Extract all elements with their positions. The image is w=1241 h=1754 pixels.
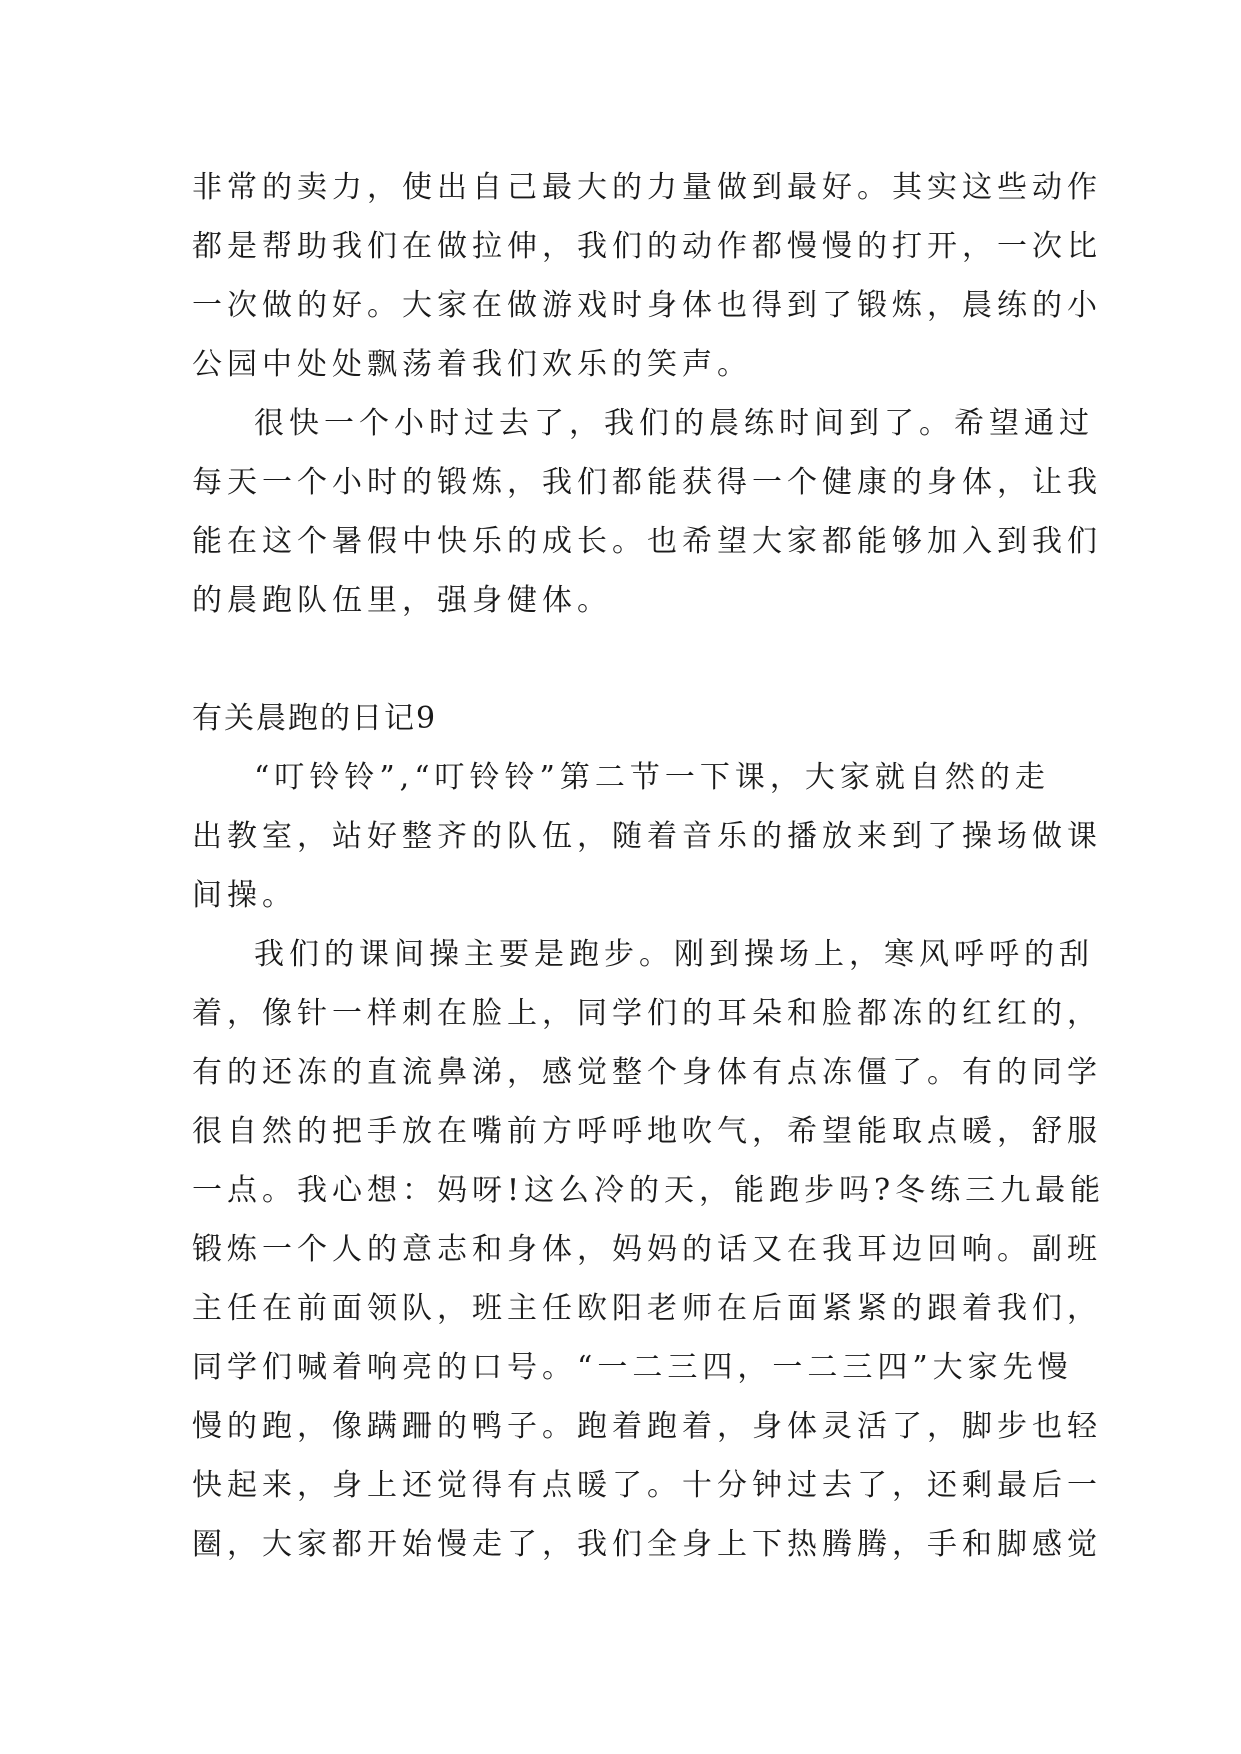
text-line: 一次做的好。大家在做游戏时身体也得到了锻炼，晨练的小 — [192, 288, 1102, 323]
text-line: 一点。我心想：妈呀!这么冷的天，能跑步吗?冬练三九最能 — [192, 1173, 1106, 1208]
text-line: 出教室，站好整齐的队伍，随着音乐的播放来到了操场做课 — [192, 819, 1102, 854]
text-line: 圈，大家都开始慢走了，我们全身上下热腾腾，手和脚感觉 — [192, 1527, 1102, 1562]
text-line: 公园中处处飘荡着我们欢乐的笑声。 — [192, 347, 752, 382]
text-line: 的晨跑队伍里，强身健体。 — [192, 583, 612, 618]
paragraph — [192, 748, 1102, 925]
text-line: 都是帮助我们在做拉伸，我们的动作都慢慢的打开，一次比 — [192, 229, 1102, 264]
document-page — [192, 158, 1106, 1574]
section-title: 有关晨跑的日记9 — [192, 701, 438, 736]
text-line: 非常的卖力，使出自己最大的力量做到最好。其实这些动作 — [192, 170, 1102, 205]
text-line: 慢的跑，像蹒跚的鸭子。跑着跑着，身体灵活了，脚步也轻 — [192, 1409, 1102, 1444]
text-line: 很快一个小时过去了，我们的晨练时间到了。希望通过 — [254, 406, 1094, 441]
text-line: 很自然的把手放在嘴前方呼呼地吹气，希望能取点暖，舒服 — [192, 1114, 1102, 1149]
text-line: 能在这个暑假中快乐的成长。也希望大家都能够加入到我们 — [192, 524, 1102, 559]
text-line: 快起来，身上还觉得有点暖了。十分钟过去了，还剩最后一 — [192, 1468, 1102, 1503]
text-line: 锻炼一个人的意志和身体，妈妈的话又在我耳边回响。副班 — [192, 1232, 1102, 1267]
text-line: 有的还冻的直流鼻涕，感觉整个身体有点冻僵了。有的同学 — [192, 1055, 1102, 1090]
text-line: 着，像针一样刺在脸上，同学们的耳朵和脸都冻的红红的， — [192, 996, 1102, 1031]
text-line: “叮铃铃”,“叮铃铃”第二节一下课，大家就自然的走 — [254, 760, 1050, 795]
text-line: 间操。 — [192, 878, 297, 913]
text-line: 我们的课间操主要是跑步。刚到操场上，寒风呼呼的刮 — [254, 937, 1094, 972]
paragraph — [192, 394, 1102, 630]
text-line: 同学们喊着响亮的口号。“一二三四，一二三四”大家先慢 — [192, 1350, 1073, 1385]
text-line: 每天一个小时的锻炼，我们都能获得一个健康的身体，让我 — [192, 465, 1102, 500]
paragraph — [192, 925, 1106, 1574]
text-line: 主任在前面领队，班主任欧阳老师在后面紧紧的跟着我们， — [192, 1291, 1102, 1326]
paragraph — [192, 158, 1102, 394]
blank-line — [192, 630, 1052, 689]
